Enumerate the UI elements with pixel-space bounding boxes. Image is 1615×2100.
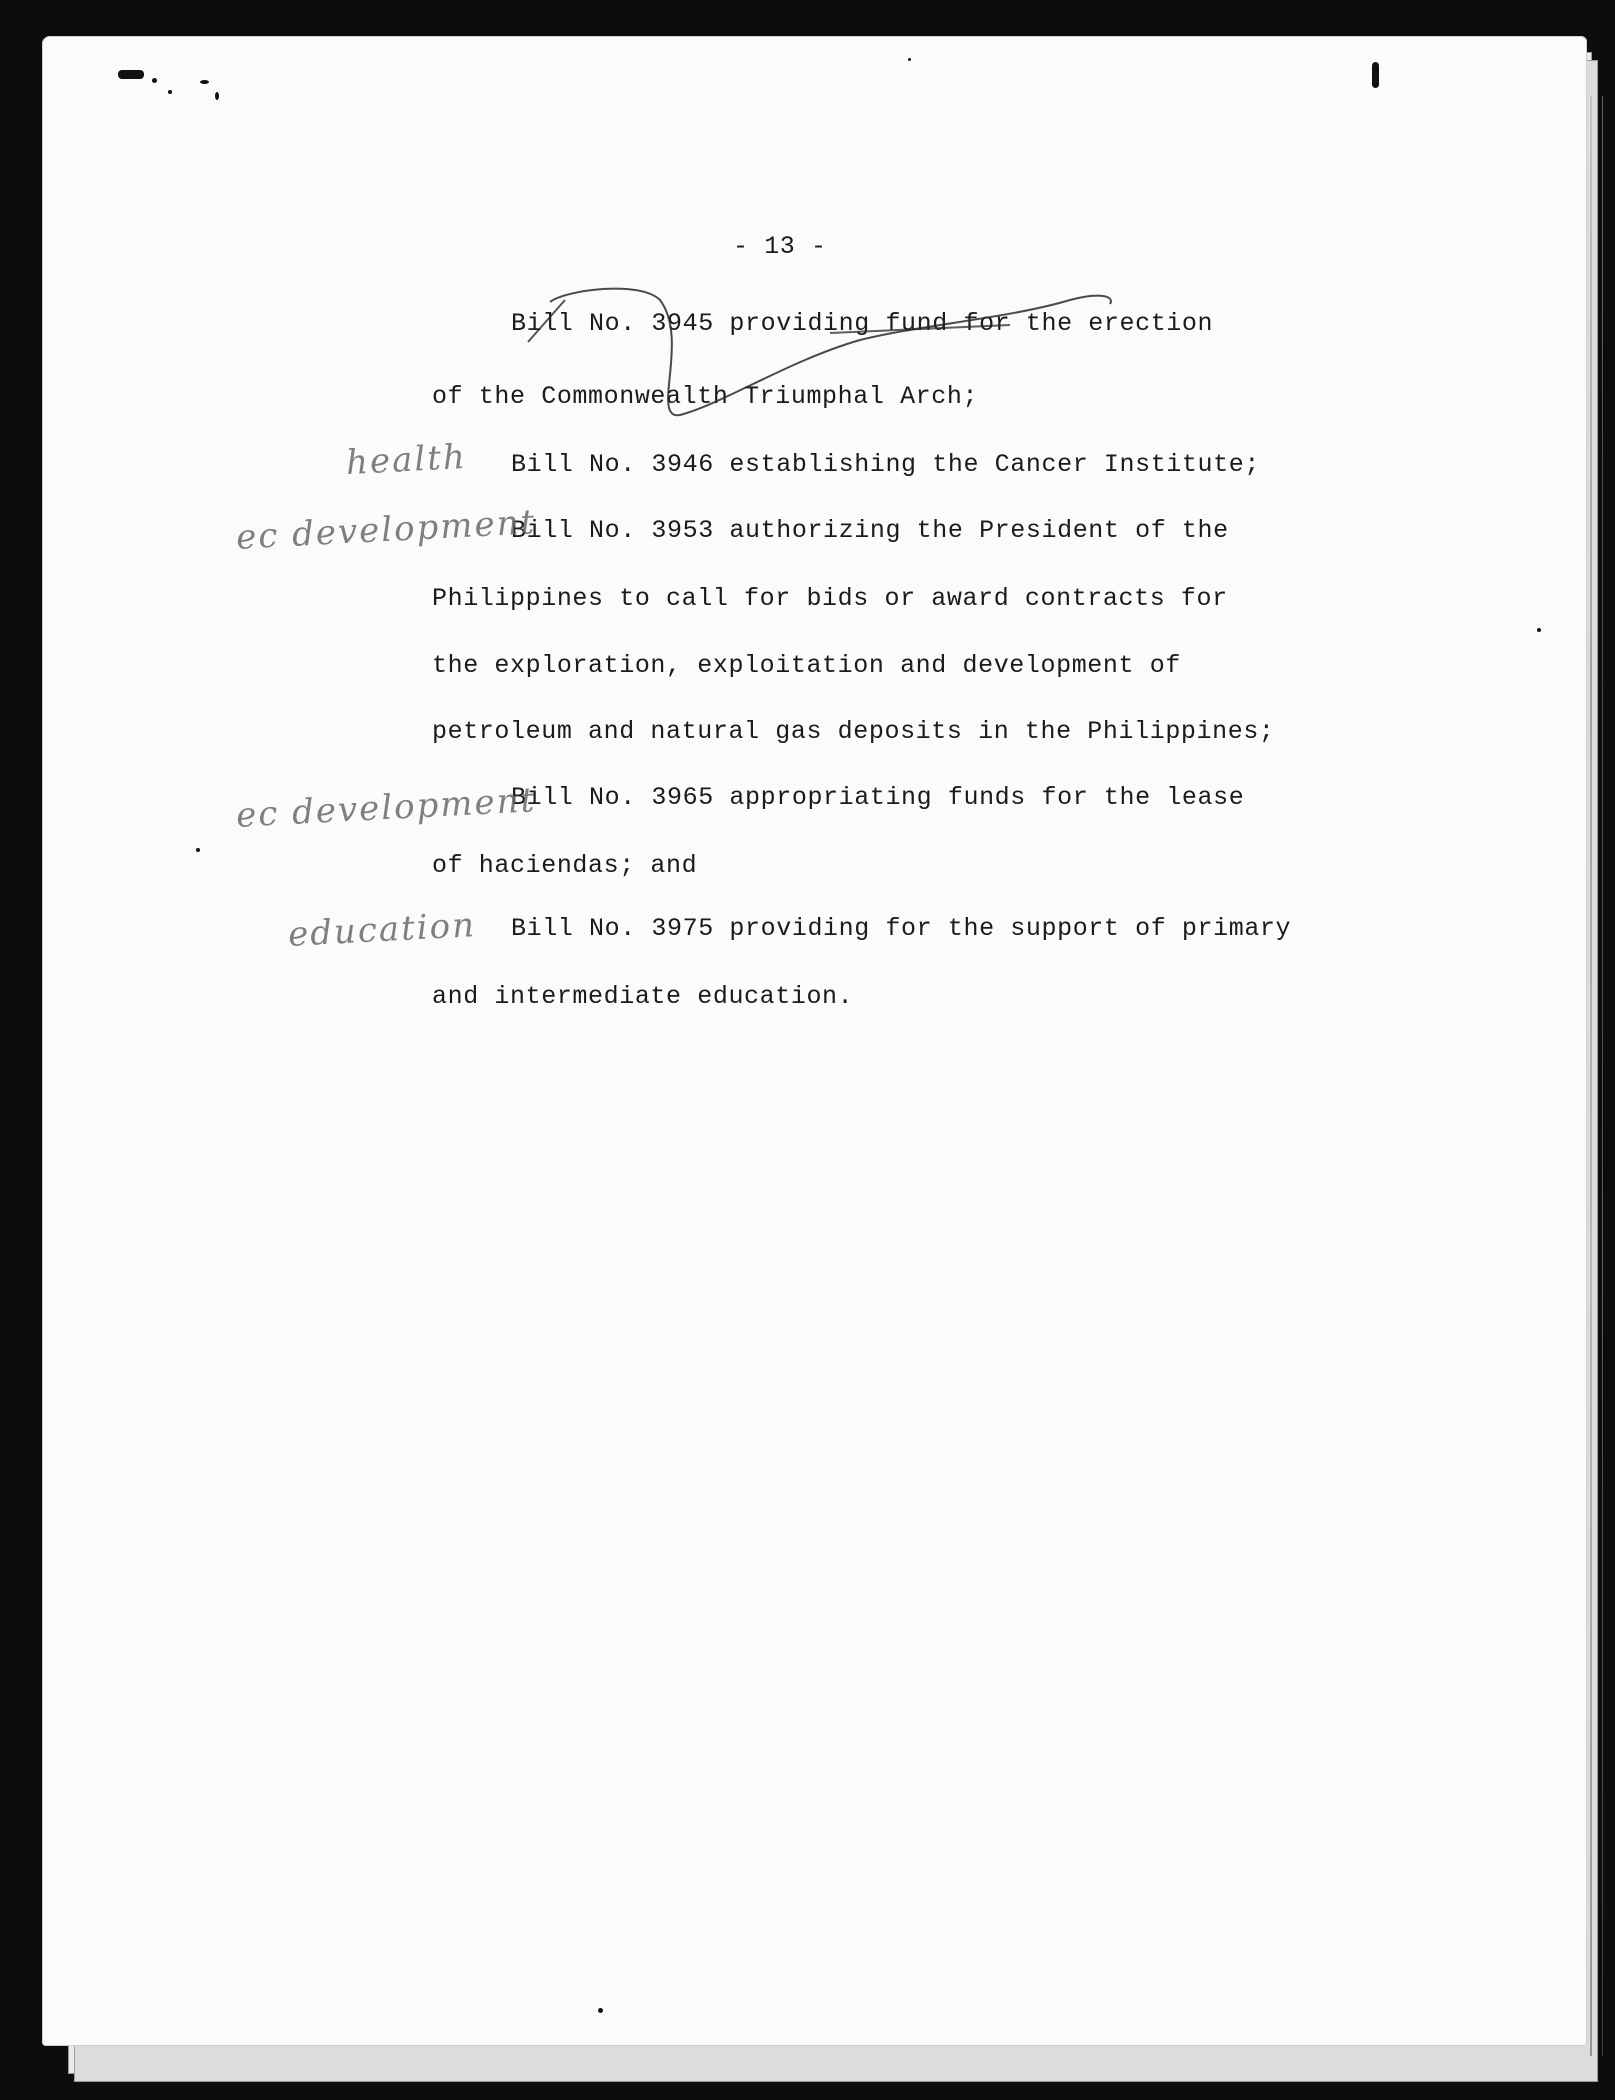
ink-speck [196, 848, 200, 852]
margin-note: education [287, 905, 477, 955]
page-number: - 13 - [733, 232, 827, 261]
margin-note: health [345, 436, 468, 484]
margin-note: ec development [235, 780, 538, 836]
ink-speck [215, 92, 219, 100]
ink-speck [152, 78, 157, 83]
document-line: and intermediate education. [432, 982, 854, 1011]
document-line: Bill No. 3965 appropriating funds for the lease [511, 783, 1245, 812]
document-line: Bill No. 3953 authorizing the President of the [511, 516, 1229, 545]
ink-speck [908, 58, 911, 61]
ink-speck [200, 80, 209, 84]
document-line: petroleum and natural gas deposits in the Philippines; [432, 717, 1275, 746]
document-line: of the Commonwealth Triumphal Arch; [432, 382, 979, 411]
paper-edge-streak [1602, 96, 1603, 2056]
ink-speck [168, 90, 172, 94]
document-line: Bill No. 3946 establishing the Cancer Institute; [511, 450, 1260, 479]
ink-speck [1372, 62, 1379, 88]
paper-edge-streak [1590, 96, 1592, 2056]
document-line: of haciendas; and [432, 851, 698, 880]
document-line: Bill No. 3975 providing for the support of primary [511, 914, 1292, 943]
margin-note: ec development [235, 502, 538, 558]
document-line: Bill No. 3945 providing fund for the erection [511, 309, 1214, 338]
ink-speck [598, 2008, 603, 2013]
ink-speck [118, 70, 144, 79]
document-line: the exploration, exploitation and development of [432, 651, 1181, 680]
ink-speck [1537, 628, 1541, 632]
document-line: Philippines to call for bids or award contracts for [432, 584, 1228, 613]
